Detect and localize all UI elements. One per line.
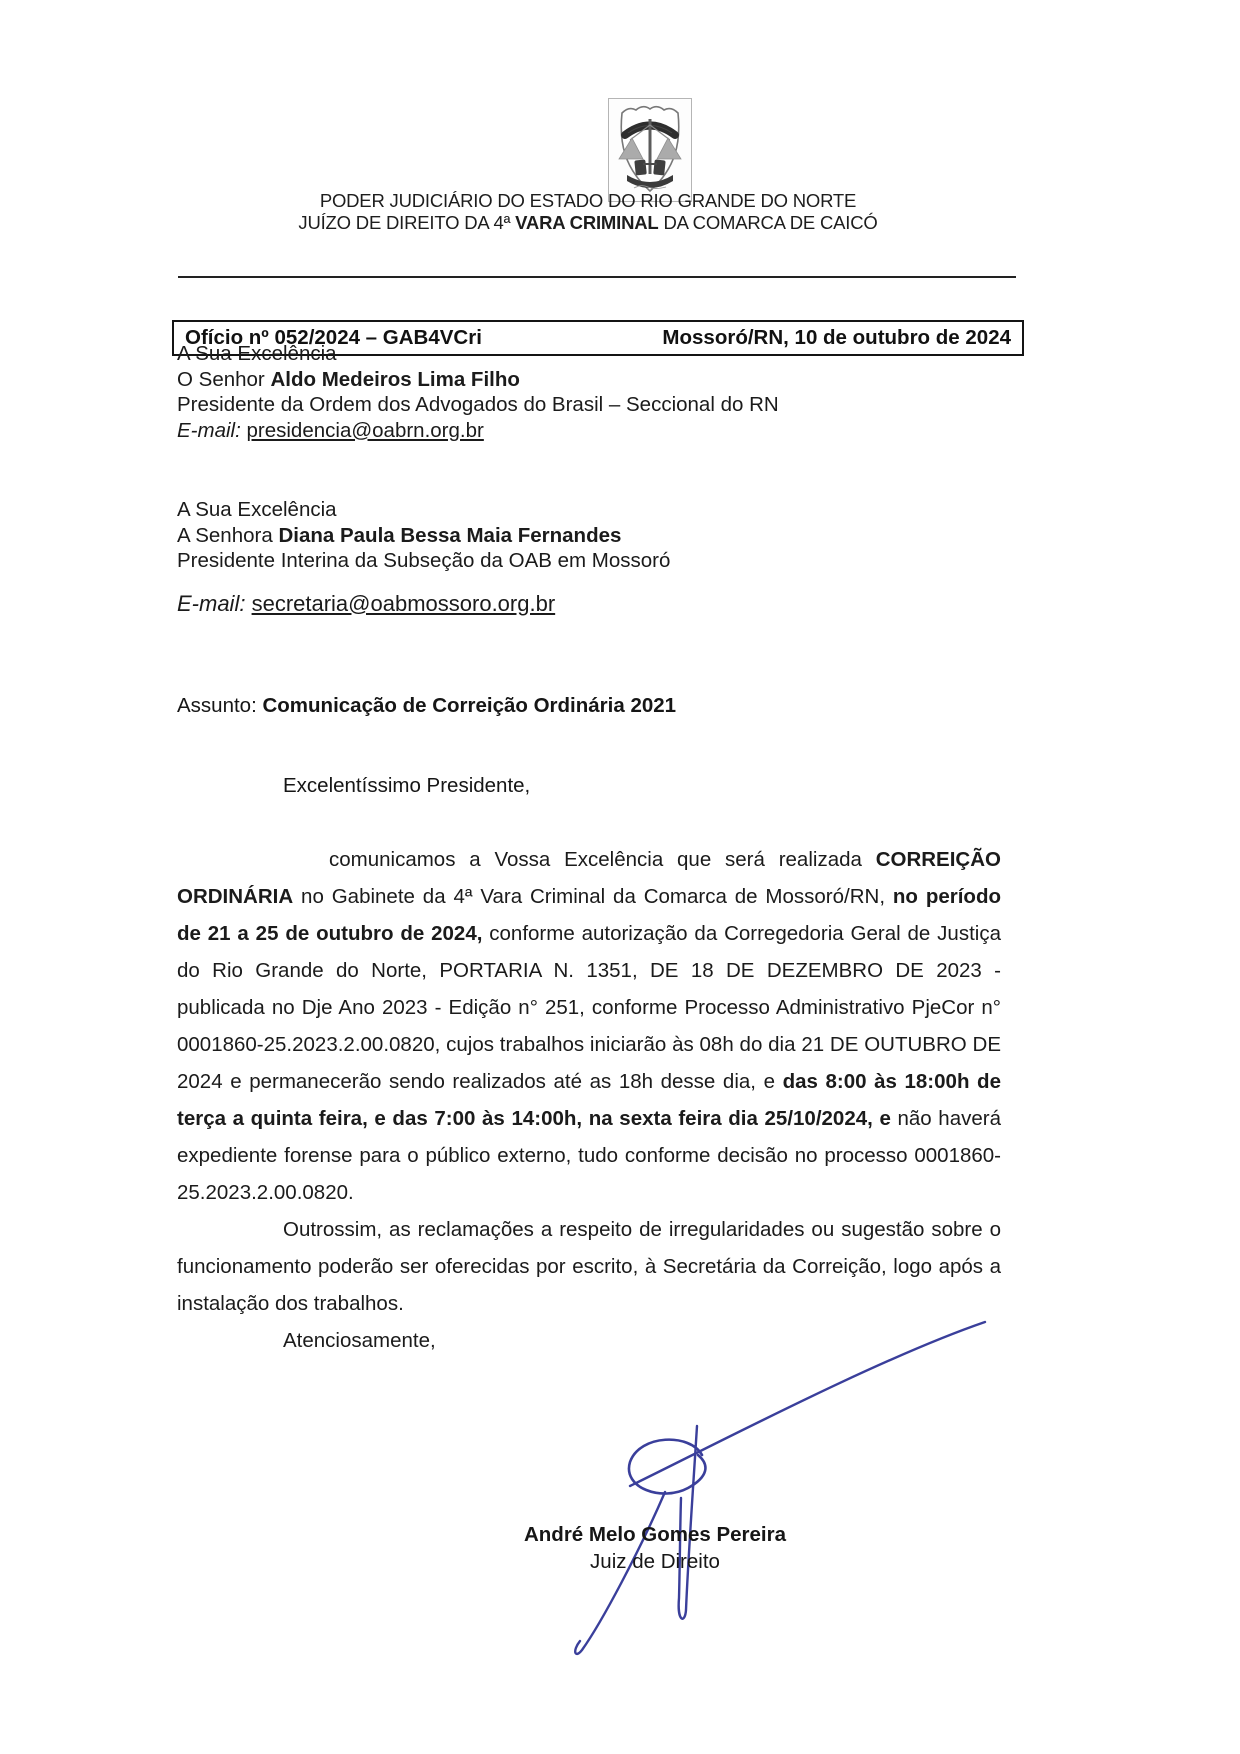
recipient1-salutation: A Sua Excelência [177,342,337,365]
recipient-block-1 [177,341,779,443]
signer-role: Juiz de Direito [590,1550,720,1573]
subject-text: Comunicação de Correição Ordinária 2021 [262,694,677,717]
email-label: E-mail: [177,418,241,442]
recipient1-name-line: O Senhor Aldo Medeiros Lima Filho [177,367,520,391]
recipient-block-2 [177,497,670,616]
recipient1-name: Aldo Medeiros Lima Filho [270,367,520,391]
recipient2-name: Diana Paula Bessa Maia Fernandes [278,523,622,547]
recipient2-salutation: A Sua Excelência [177,498,337,521]
recipient2-email-line [177,591,670,617]
oficio-number: Ofício nº 052/2024 – GAB4VCri [185,326,482,349]
recipient1-role: Presidente da Ordem dos Advogados do Brasil – Seccional do RN [177,393,779,416]
letterhead-line2: JUÍZO DE DIREITO DA 4ª VARA CRIMINAL DA COMARCA DE CAICÓ [298,212,878,233]
subject-label: Assunto: [177,694,263,717]
body-paragraph-1: comunicamos a Vossa Excelência que será realizada CORREIÇÃO ORDINÁRIA no Gabinete da 4ª Vara Criminal da Comarca de Mossoró/RN, no período de 21 a 25 de outubro de 2024, conforme autorização da Corregedoria Geral de Justiça do Rio Grande do Norte, PORTARIA N. 1351, DE 18 DE DEZEMBRO DE 2023 - publicada no Dje Ano 2023 - Edição n° 251, conforme Processo Administrativo PjeCor n° 0001860-25.2023.2.00.0820, cujos trabalhos iniciarão às 08h do dia 21 DE OUTUBRO DE 2024 e permanecerão sendo realizados até as 18h desse dia, e das 8:00 às 18:00h de terça a quinta feira, e das 7:00 às 14:00h, na sexta feira dia 25/10/2024, e não haverá expediente forense para o público externo, tudo conforme decisão no processo 0001860-25.2023.2.00.0820. [177,848,1001,1204]
letter-body [177,841,1001,1359]
recipient2-email: secretaria@oabmossoro.org.br [251,590,556,616]
subject-line [177,694,676,718]
greeting: Excelentíssimo Presidente, [283,774,531,797]
signature-block [455,1521,855,1575]
email-label: E-mail: [177,590,246,616]
closing-word: Atenciosamente, [283,1329,436,1352]
recipient1-email-line [177,418,779,444]
recipient2-name-line: A Senhora Diana Paula Bessa Maia Fernandes [177,523,622,547]
letterhead-line1: PODER JUDICIÁRIO DO ESTADO DO RIO GRANDE DO NORTE [319,190,857,211]
place-and-date: Mossoró/RN, 10 de outubro de 2024 [662,326,1011,349]
header-divider [178,276,1016,278]
signer-name: André Melo Gomes Pereira [523,1523,787,1546]
recipient1-email: presidencia@oabrn.org.br [246,418,484,442]
recipient2-role: Presidente Interina da Subseção da OAB em Mossoró [177,549,671,572]
body-paragraph-2: Outrossim, as reclamações a respeito de irregularidades ou sugestão sobre o funcionamento poderão ser oferecidas por escrito, à Secretária da Correição, logo após a instalação dos trabalhos. [177,1218,1001,1315]
letterhead [170,190,1006,234]
judiciary-coat-of-arms-icon [608,98,692,202]
